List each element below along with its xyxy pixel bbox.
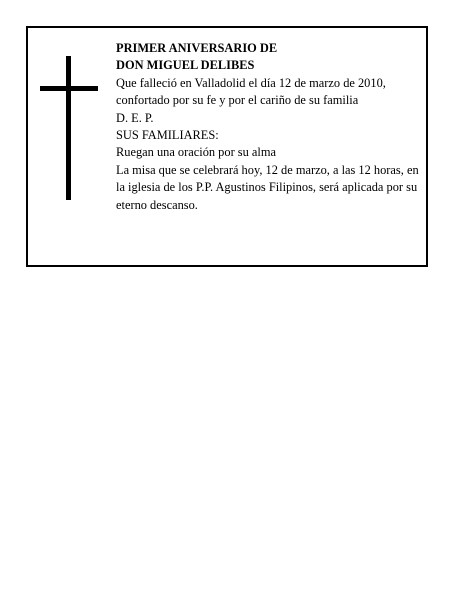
memorial-notice: [26, 26, 428, 267]
notice-text: [116, 40, 420, 214]
mass-information: La misa que se celebrará hoy, 12 de marzo, a las 12 horas, en la iglesia de los P.P. Agustinos Filipinos, será aplicada por su eterno descanso.: [116, 162, 419, 212]
death-details: Que falleció en Valladolid el día 12 de marzo de 2010, confortado por su fe y por el cariño de su familia: [116, 75, 386, 108]
prayer-request: Ruegan una oración por su alma: [116, 145, 276, 160]
anniversary-heading: PRIMER ANIVERSARIO DE: [116, 41, 278, 55]
rest-in-peace: D. E. P.: [116, 110, 154, 125]
family-heading: SUS FAMILIARES:: [116, 128, 219, 143]
cross-horizontal-bar: [40, 86, 98, 91]
cross-icon: [40, 56, 98, 200]
cross-vertical-bar: [66, 56, 71, 200]
deceased-name: DON MIGUEL DELIBES: [116, 58, 255, 73]
